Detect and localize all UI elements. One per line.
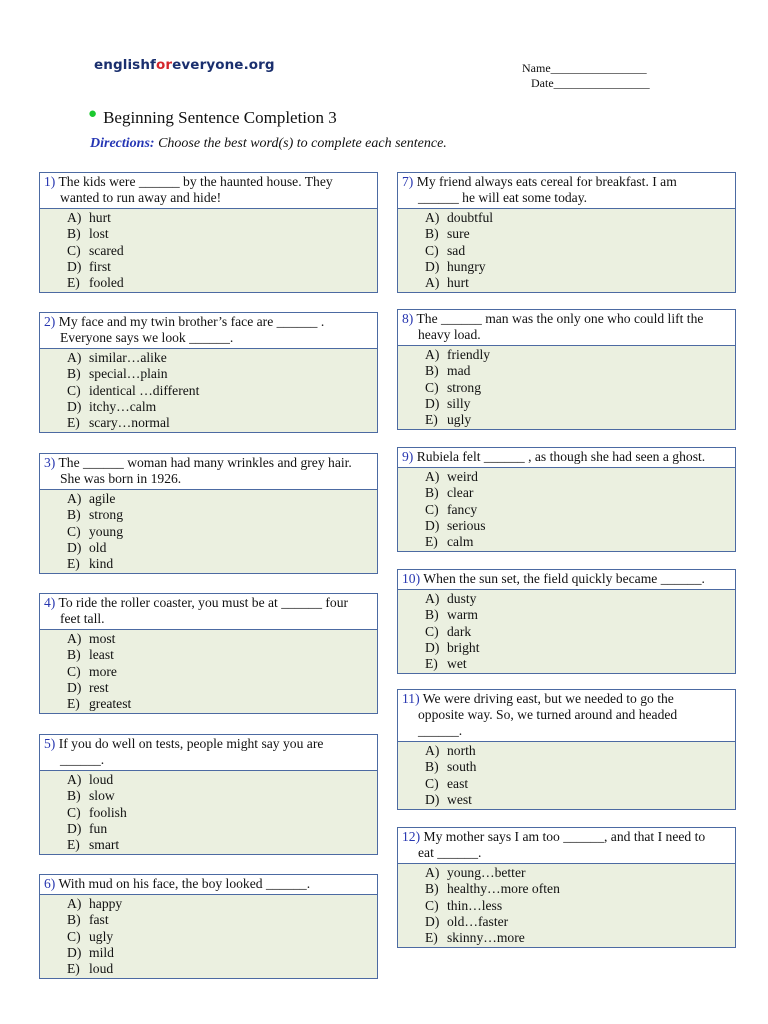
option-letter: E) <box>67 415 80 431</box>
question-stem <box>40 875 377 895</box>
options-list <box>398 590 735 673</box>
option[interactable] <box>67 524 377 540</box>
option[interactable] <box>425 865 735 881</box>
option[interactable] <box>67 912 377 928</box>
option[interactable] <box>67 259 377 275</box>
question-2 <box>39 312 378 433</box>
question-12 <box>397 827 736 948</box>
option-letter: B) <box>425 226 439 242</box>
question-6 <box>39 874 378 979</box>
options-list <box>398 209 735 292</box>
question-number: 9) <box>402 449 414 464</box>
option-letter: E) <box>425 656 438 672</box>
stem-line: heavy load. <box>418 327 481 342</box>
options-list <box>398 346 735 429</box>
option-text: ugly <box>89 928 114 944</box>
option[interactable] <box>425 881 735 897</box>
option-letter: A) <box>67 896 82 911</box>
option-text: east <box>447 775 469 791</box>
option-text: more <box>89 663 117 679</box>
option-letter: C) <box>425 242 439 258</box>
question-3 <box>39 453 378 574</box>
option-letter: A) <box>67 491 82 506</box>
option-letter: B) <box>67 788 81 804</box>
option-letter: B) <box>425 759 439 775</box>
option[interactable] <box>67 805 377 821</box>
option-text: fancy <box>447 501 478 517</box>
option-text: dusty <box>447 591 477 606</box>
option[interactable] <box>425 502 735 518</box>
option-text: kind <box>89 556 114 572</box>
option[interactable] <box>425 656 735 672</box>
option[interactable] <box>67 415 377 431</box>
option[interactable] <box>67 556 377 572</box>
stem-line: My mother says I am too ______, and that I need to <box>420 829 706 844</box>
question-stem <box>398 828 735 864</box>
stem-line: opposite way. So, we turned around and headed <box>418 707 678 722</box>
option-letter: E) <box>67 696 80 712</box>
option[interactable] <box>67 664 377 680</box>
page-title-text: Beginning Sentence Completion 3 <box>103 108 337 127</box>
option-text: healthy…more often <box>447 881 560 897</box>
stem-line: She was born in 1926. <box>60 471 182 486</box>
option-letter: C) <box>67 523 81 539</box>
option-letter: B) <box>67 366 81 382</box>
option-text: identical …different <box>89 382 200 398</box>
option-letter: C) <box>67 804 81 820</box>
logo-text-pre: englishf <box>94 57 157 73</box>
option-text: slow <box>89 788 115 804</box>
option-text: dark <box>447 623 472 639</box>
question-stem <box>40 173 377 209</box>
option-text: fast <box>89 912 109 928</box>
question-number: 10) <box>402 571 421 586</box>
option-letter: A) <box>425 469 440 484</box>
option[interactable] <box>425 640 735 656</box>
option-text: old…faster <box>447 913 509 929</box>
option-text: smart <box>89 837 120 853</box>
question-number: 6) <box>44 876 56 891</box>
options-list <box>40 349 377 432</box>
option[interactable] <box>425 396 735 412</box>
stem-line: Everyone says we look ______. <box>60 330 234 345</box>
question-stem <box>398 448 735 468</box>
option[interactable] <box>67 772 377 788</box>
option-letter: A) <box>425 743 440 758</box>
question-stem <box>40 594 377 630</box>
stem-line: We were driving east, but we needed to go the <box>419 691 674 706</box>
question-number: 4) <box>44 595 56 610</box>
option-text: lost <box>89 226 109 242</box>
stem-line: feet tall. <box>60 611 105 626</box>
option-text: fun <box>89 820 108 836</box>
option-letter: E) <box>67 556 80 572</box>
stem-line: wanted to run away and hide! <box>60 190 222 205</box>
stem-line: The ______ woman had many wrinkles and grey hair. <box>55 455 352 470</box>
question-number: 1) <box>44 174 56 189</box>
option[interactable] <box>425 914 735 930</box>
option[interactable] <box>67 821 377 837</box>
option-letter: C) <box>425 897 439 913</box>
option-letter: D) <box>425 639 440 655</box>
option-text: clear <box>447 485 474 501</box>
question-number: 12) <box>402 829 421 844</box>
option[interactable] <box>425 624 735 640</box>
question-11 <box>397 689 736 810</box>
option-text: bright <box>447 639 480 655</box>
option[interactable] <box>425 485 735 501</box>
option-letter: C) <box>67 382 81 398</box>
stem-line: eat ______. <box>418 845 482 860</box>
question-4 <box>39 593 378 714</box>
option-letter: C) <box>425 379 439 395</box>
question-number: 2) <box>44 314 56 329</box>
option-text: north <box>447 743 476 758</box>
option[interactable] <box>425 226 735 242</box>
option[interactable] <box>67 491 377 507</box>
option-letter: D) <box>67 398 82 414</box>
option-letter: D) <box>425 517 440 533</box>
option[interactable] <box>425 792 735 808</box>
option-text: hurt <box>89 210 111 225</box>
option-letter: A) <box>425 210 440 225</box>
question-stem <box>40 735 377 771</box>
option[interactable] <box>67 788 377 804</box>
question-5 <box>39 734 378 855</box>
option-letter: E) <box>67 275 80 291</box>
question-7 <box>397 172 736 293</box>
stem-line: With mud on his face, the boy looked ______. <box>55 876 311 891</box>
stem-line: ______ he will eat some today. <box>418 190 588 205</box>
stem-line: ______. <box>60 752 105 767</box>
option-letter: A) <box>425 865 440 880</box>
option-letter: E) <box>425 930 438 946</box>
option[interactable] <box>67 696 377 712</box>
option-letter: E) <box>425 534 438 550</box>
option-letter: D) <box>425 395 440 411</box>
option-text: ugly <box>447 412 472 428</box>
options-list <box>398 468 735 551</box>
option-text: silly <box>447 395 471 411</box>
option-letter: D) <box>67 539 82 555</box>
option[interactable] <box>425 930 735 946</box>
option-letter: D) <box>425 913 440 929</box>
option[interactable] <box>425 518 735 534</box>
option-text: warm <box>447 607 478 623</box>
option[interactable] <box>67 837 377 853</box>
option-letter: A) <box>67 772 82 787</box>
option-letter: B) <box>67 912 81 928</box>
options-list <box>40 209 377 292</box>
option-letter: C) <box>67 242 81 258</box>
option-text: sad <box>447 242 466 258</box>
option[interactable] <box>425 534 735 550</box>
option-text: mild <box>89 944 114 960</box>
option-letter: D) <box>67 258 82 274</box>
option-letter: B) <box>425 607 439 623</box>
option[interactable] <box>425 347 735 363</box>
option[interactable] <box>425 275 735 291</box>
option-letter: D) <box>67 820 82 836</box>
options-list <box>40 490 377 573</box>
option-text: calm <box>447 534 474 550</box>
option-text: agile <box>89 491 116 506</box>
option-letter: D) <box>425 258 440 274</box>
option-text: sure <box>447 226 470 242</box>
option-text: thin…less <box>447 897 503 913</box>
option-text: happy <box>89 896 123 911</box>
option-letter: B) <box>425 363 439 379</box>
name-line: Name________________ <box>522 61 647 75</box>
option-text: strong <box>447 379 481 395</box>
option[interactable] <box>425 412 735 428</box>
option-letter: C) <box>425 501 439 517</box>
option-text: skinny…more <box>447 930 525 946</box>
option[interactable] <box>425 759 735 775</box>
option-letter: C) <box>67 928 81 944</box>
logo-text-mid: or <box>156 57 173 73</box>
question-number: 8) <box>402 311 414 326</box>
option-text: itchy…calm <box>89 398 157 414</box>
options-list <box>40 895 377 978</box>
question-1 <box>39 172 378 293</box>
option[interactable] <box>425 743 735 759</box>
stem-line: When the sun set, the field quickly became ______. <box>420 571 705 586</box>
option-text: friendly <box>447 347 491 362</box>
option[interactable] <box>67 350 377 366</box>
option-letter: C) <box>425 623 439 639</box>
option-letter: A) <box>425 591 440 606</box>
options-list <box>398 742 735 809</box>
option[interactable] <box>67 929 377 945</box>
question-stem <box>40 313 377 349</box>
bullet-icon: ● <box>88 106 98 122</box>
option-letter: D) <box>425 791 440 807</box>
option[interactable] <box>67 366 377 382</box>
option-letter: A) <box>67 350 82 365</box>
question-number: 7) <box>402 174 414 189</box>
stem-line: ______. <box>418 723 463 738</box>
option-text: least <box>89 647 114 663</box>
option-text: rest <box>89 679 109 695</box>
question-stem <box>40 454 377 490</box>
option-text: south <box>447 759 477 775</box>
stem-line: If you do well on tests, people might say you are <box>55 736 324 751</box>
option[interactable] <box>425 776 735 792</box>
option-letter: A) <box>67 210 82 225</box>
directions-label: Directions: <box>90 136 155 151</box>
option[interactable] <box>425 363 735 379</box>
question-8 <box>397 309 736 430</box>
option[interactable] <box>67 631 377 647</box>
option-letter: B) <box>67 226 81 242</box>
option-text: first <box>89 258 111 274</box>
option[interactable] <box>67 243 377 259</box>
question-number: 11) <box>402 691 420 706</box>
option[interactable] <box>425 469 735 485</box>
option-text: weird <box>447 469 478 484</box>
option-text: most <box>89 631 116 646</box>
question-stem <box>398 173 735 209</box>
page-title <box>88 108 337 128</box>
option-letter: B) <box>67 647 81 663</box>
option-text: hurt <box>447 275 469 291</box>
option-letter: A) <box>425 275 440 291</box>
option-letter: D) <box>67 679 82 695</box>
option-text: foolish <box>89 804 127 820</box>
option-text: doubtful <box>447 210 494 225</box>
option[interactable] <box>67 540 377 556</box>
option-text: serious <box>447 517 486 533</box>
question-number: 5) <box>44 736 56 751</box>
option-letter: E) <box>67 961 80 977</box>
question-10 <box>397 569 736 674</box>
option-text: fooled <box>89 275 124 291</box>
date-line: Date________________ <box>531 76 650 90</box>
option[interactable] <box>67 275 377 291</box>
directions-text: Choose the best word(s) to complete each sentence. <box>154 136 447 151</box>
option[interactable] <box>425 243 735 259</box>
option-text: mad <box>447 363 471 379</box>
option-letter: A) <box>425 347 440 362</box>
option-text: west <box>447 791 472 807</box>
options-list <box>398 864 735 947</box>
question-stem <box>398 570 735 590</box>
option-letter: C) <box>425 775 439 791</box>
question-stem <box>398 310 735 346</box>
option[interactable] <box>425 607 735 623</box>
question-number: 3) <box>44 455 56 470</box>
option[interactable] <box>67 945 377 961</box>
option-text: scary…normal <box>89 415 170 431</box>
site-logo[interactable] <box>94 57 275 73</box>
options-list <box>40 630 377 713</box>
stem-line: My face and my twin brother’s face are ______ . <box>55 314 325 329</box>
option-text: scared <box>89 242 124 258</box>
option-letter: B) <box>425 485 439 501</box>
question-9 <box>397 447 736 552</box>
stem-line: The ______ man was the only one who could lift the <box>413 311 704 326</box>
option-text: loud <box>89 961 114 977</box>
option-text: hungry <box>447 258 486 274</box>
option[interactable] <box>67 647 377 663</box>
option-letter: C) <box>67 663 81 679</box>
directions <box>90 136 447 152</box>
options-list <box>40 771 377 854</box>
option[interactable] <box>67 399 377 415</box>
option[interactable] <box>425 259 735 275</box>
stem-line: To ride the roller coaster, you must be at ______ four <box>55 595 349 610</box>
logo-text-post: everyone.org <box>172 57 275 73</box>
option-text: strong <box>89 507 123 523</box>
option-text: greatest <box>89 696 132 712</box>
option[interactable] <box>425 591 735 607</box>
option[interactable] <box>425 380 735 396</box>
option-text: young…better <box>447 865 526 880</box>
option[interactable] <box>67 210 377 226</box>
option[interactable] <box>67 507 377 523</box>
option-text: loud <box>89 772 114 787</box>
option-text: wet <box>447 656 467 672</box>
option-letter: D) <box>67 944 82 960</box>
option[interactable] <box>67 896 377 912</box>
option[interactable] <box>67 226 377 242</box>
option-letter: B) <box>425 881 439 897</box>
option-text: similar…alike <box>89 350 167 365</box>
option[interactable] <box>425 898 735 914</box>
option-text: young <box>89 523 123 539</box>
option-letter: E) <box>67 837 80 853</box>
option[interactable] <box>67 961 377 977</box>
name-date-block <box>522 61 650 91</box>
option-text: old <box>89 539 107 555</box>
stem-line: My friend always eats cereal for breakfast. I am <box>413 174 677 189</box>
option-letter: A) <box>67 631 82 646</box>
stem-line: Rubiela felt ______ , as though she had seen a ghost. <box>413 449 706 464</box>
question-stem <box>398 690 735 742</box>
stem-line: The kids were ______ by the haunted house. They <box>55 174 333 189</box>
option[interactable] <box>67 383 377 399</box>
option-letter: B) <box>67 507 81 523</box>
option[interactable] <box>67 680 377 696</box>
option-letter: E) <box>425 412 438 428</box>
option[interactable] <box>425 210 735 226</box>
option-text: special…plain <box>89 366 168 382</box>
